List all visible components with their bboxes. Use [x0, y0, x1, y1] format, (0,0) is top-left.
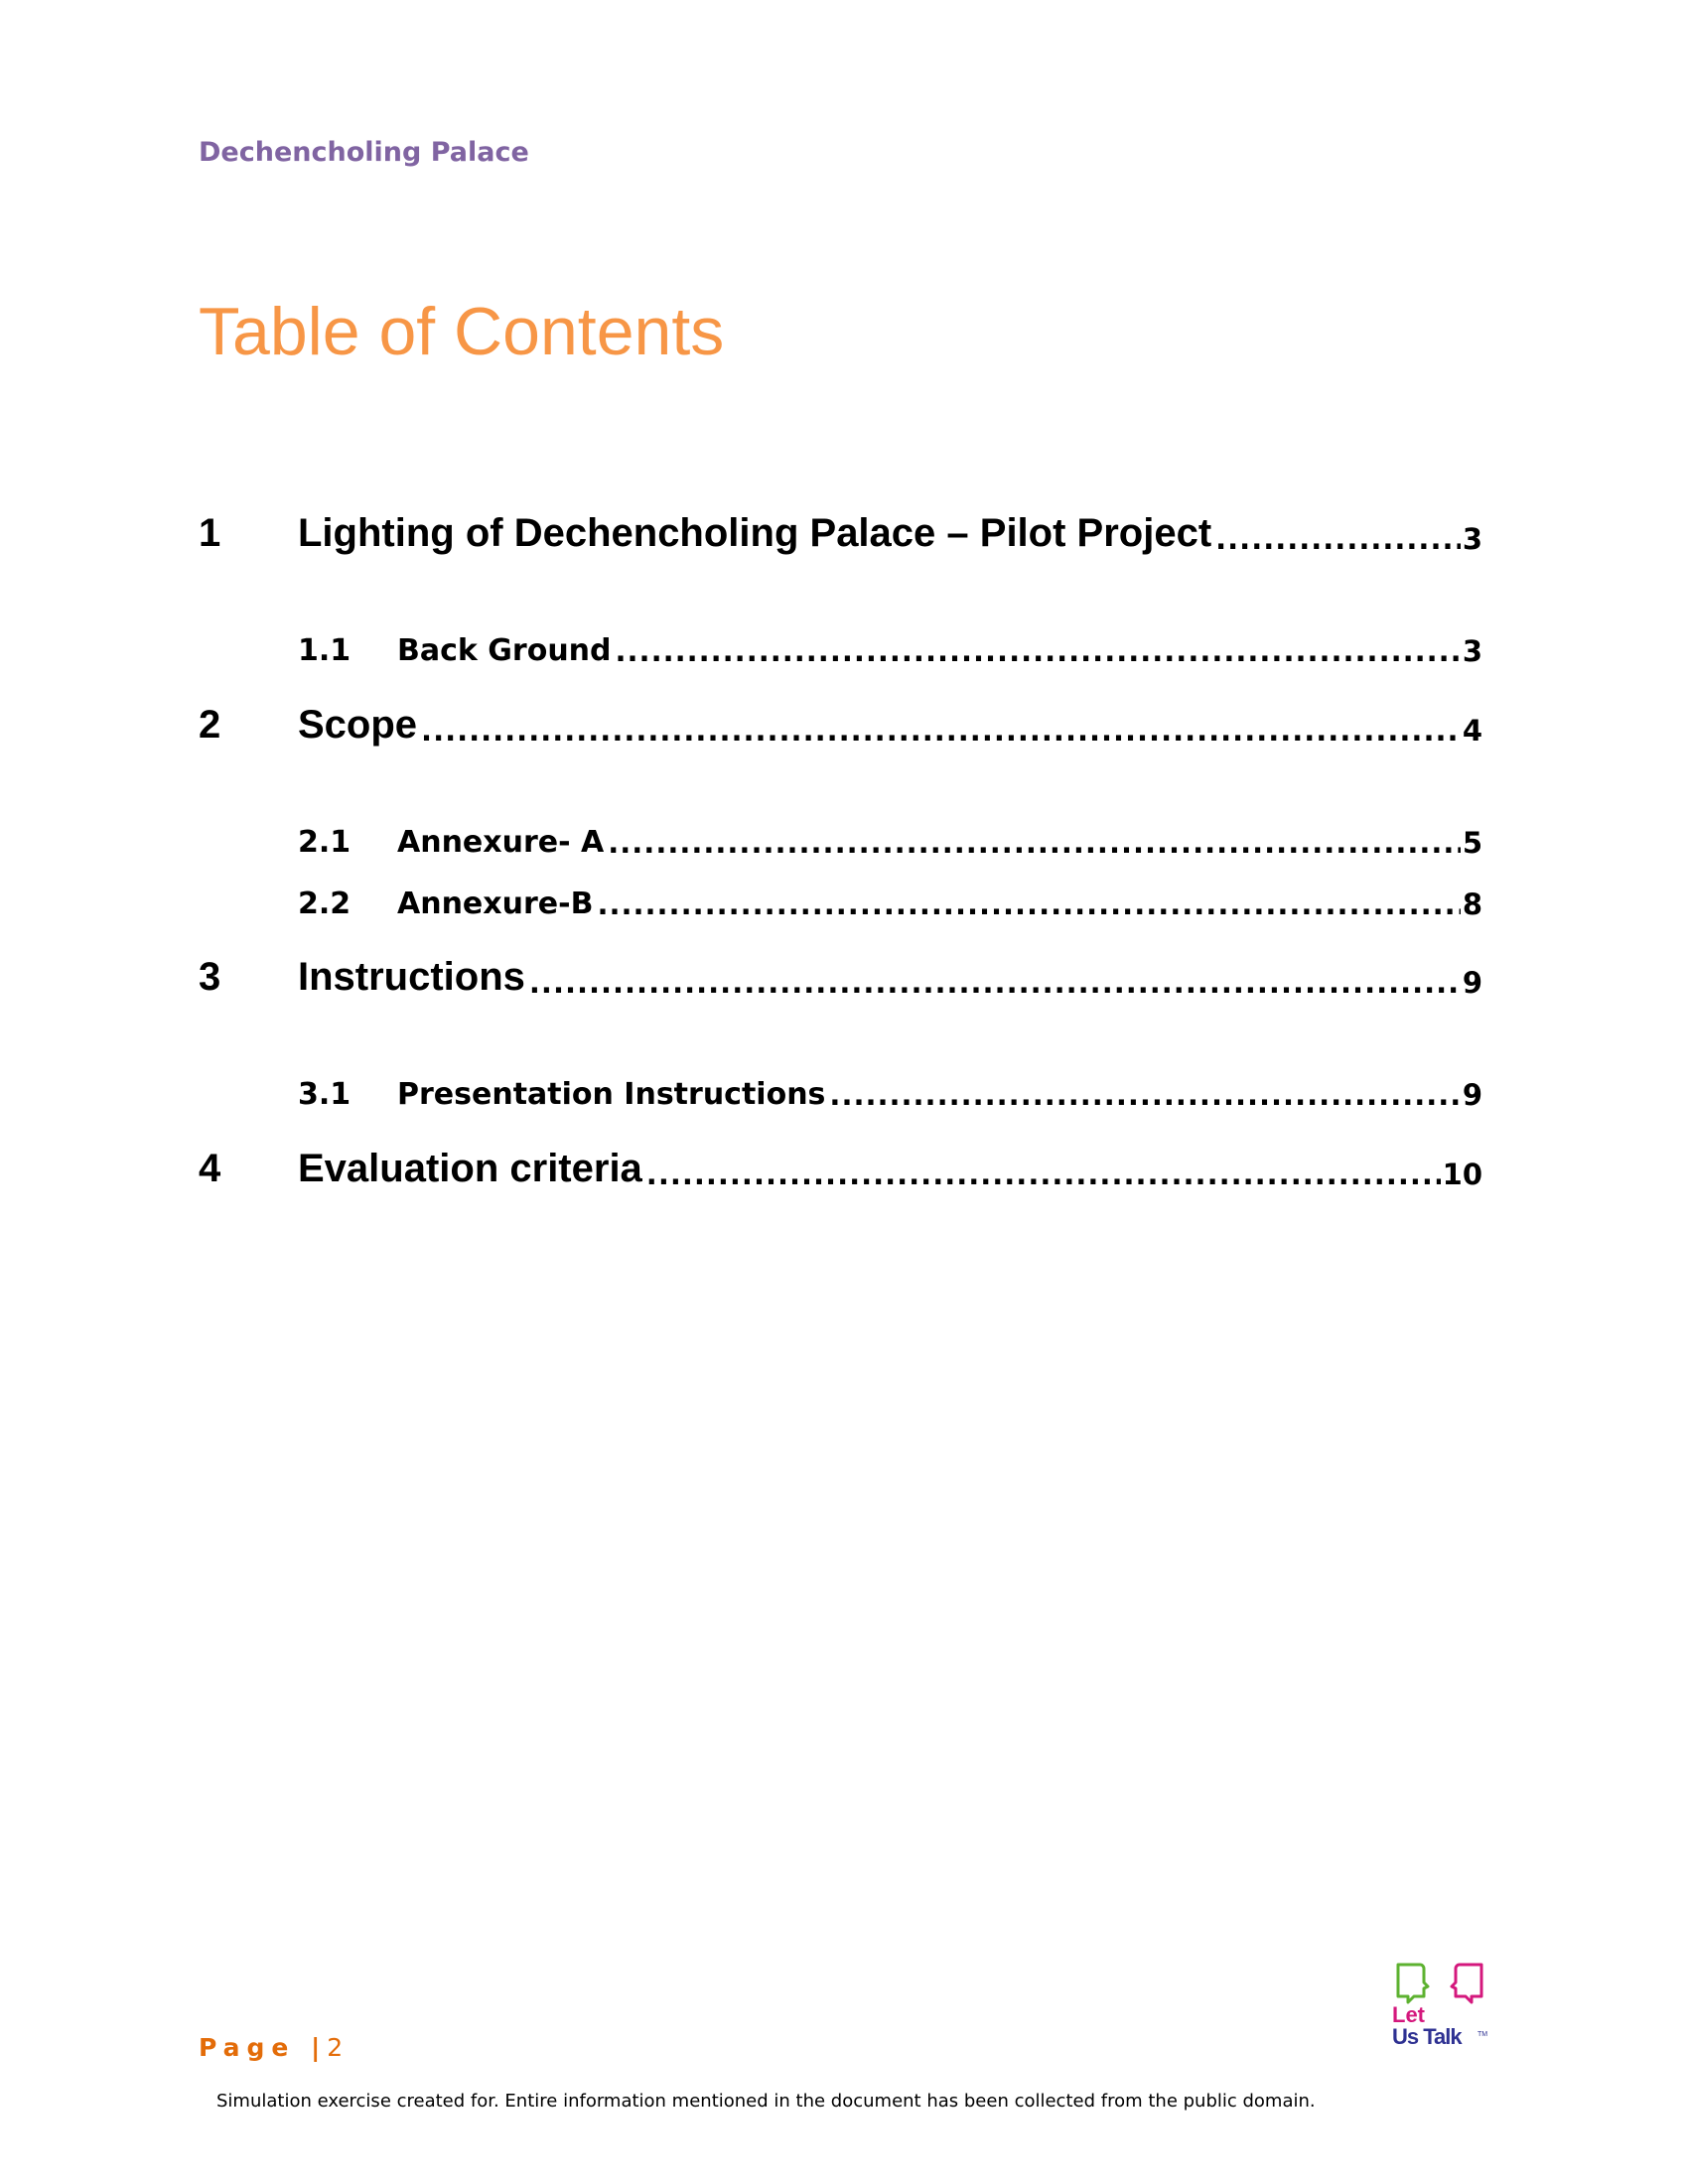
- right-bubble-icon: [1452, 1965, 1481, 2002]
- toc-entry-label: Lighting of Dechencholing Palace – Pilot Project: [298, 511, 1212, 555]
- toc-leader-dots: [608, 826, 1461, 860]
- let-us-talk-logo: [1390, 1961, 1489, 2056]
- toc-entry-label: Back Ground: [397, 633, 612, 668]
- toc-entry-number: 4: [199, 1147, 221, 1190]
- toc-leader-dots: [1215, 522, 1461, 556]
- toc-entry-number: 2.1: [298, 825, 352, 860]
- toc-entry-3[interactable]: [199, 950, 1482, 1000]
- toc-entry-label: Annexure-B: [397, 887, 594, 921]
- toc-entry-label: Presentation Instructions: [397, 1077, 826, 1112]
- toc-leader-dots: [646, 1158, 1441, 1191]
- toc-entry-page: 3: [1462, 522, 1482, 556]
- toc-entry-2[interactable]: [199, 698, 1482, 748]
- toc-entry-label: Annexure- A: [397, 825, 605, 860]
- toc-entry-page: 3: [1462, 634, 1482, 668]
- logo-text-us-talk: Us Talk: [1392, 2024, 1462, 2049]
- toc-leader-dots: [529, 966, 1461, 1000]
- toc-entry-page: 4: [1462, 714, 1482, 748]
- logo-trademark: TM: [1477, 2031, 1488, 2038]
- toc-entry-page: 10: [1442, 1158, 1482, 1191]
- toc-entry-label: Scope: [298, 703, 418, 747]
- toc-entry-number: 3.1: [298, 1077, 352, 1112]
- toc-entry-page: 9: [1462, 1078, 1482, 1112]
- toc-entry-page: 5: [1462, 826, 1482, 860]
- page-separator: |: [311, 2033, 328, 2062]
- toc-entry-page: 8: [1462, 887, 1482, 921]
- toc-entry-number: 1.1: [298, 633, 352, 668]
- toc-entry-label: Evaluation criteria: [298, 1147, 642, 1190]
- left-bubble-icon: [1398, 1965, 1428, 2002]
- toc-entry-page: 9: [1462, 966, 1482, 1000]
- toc-entry-label: Instructions: [298, 955, 525, 999]
- toc-entry-2-2[interactable]: [298, 872, 1482, 921]
- page-number: 2: [327, 2033, 346, 2062]
- toc-entry-number: 1: [199, 511, 221, 555]
- toc-entry-1[interactable]: [199, 506, 1482, 556]
- toc-entry-2-1[interactable]: [298, 810, 1482, 860]
- page-title: Table of Contents: [199, 294, 725, 369]
- toc-entry-1-1[interactable]: [298, 618, 1482, 668]
- toc-leader-dots: [616, 634, 1461, 668]
- toc-entry-number: 2.2: [298, 887, 352, 921]
- toc-leader-dots: [421, 714, 1461, 748]
- toc-leader-dots: [829, 1078, 1460, 1112]
- toc-leader-dots: [597, 887, 1460, 921]
- toc-entry-number: 2: [199, 703, 221, 747]
- toc-entry-number: 3: [199, 955, 221, 999]
- running-header: Dechencholing Palace: [199, 137, 529, 168]
- logo-text-let: Let: [1392, 2002, 1425, 2027]
- toc-entry-4[interactable]: [199, 1142, 1482, 1191]
- footer-disclaimer: Simulation exercise created for. Entire information mentioned in the document has been collected from the public domain.: [216, 2091, 1316, 2112]
- page-number-footer: [199, 2033, 345, 2062]
- page-label: Page: [199, 2033, 296, 2062]
- toc-entry-3-1[interactable]: [298, 1062, 1482, 1112]
